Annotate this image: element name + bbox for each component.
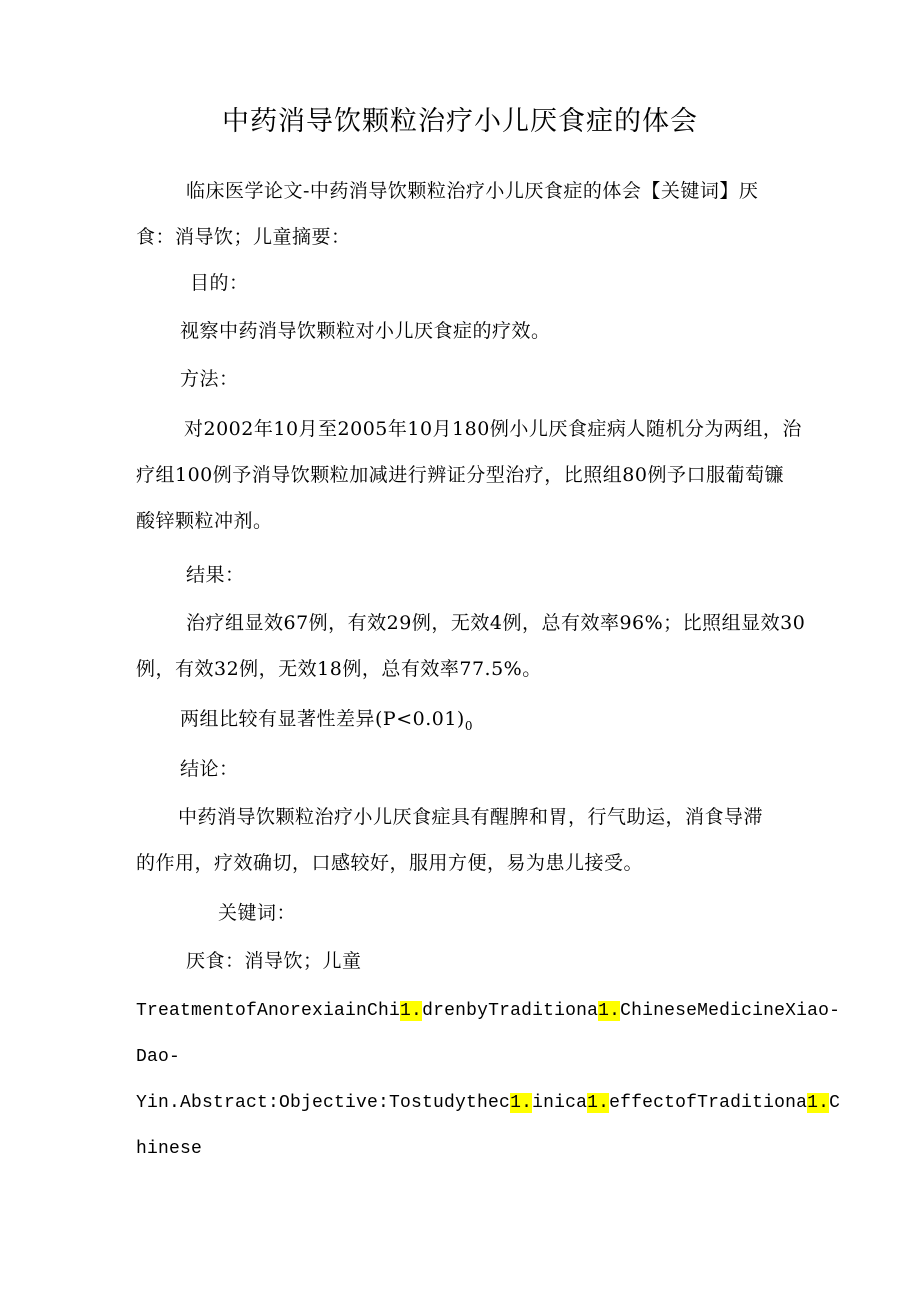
result-line: 治疗组显效67例，有效29例，无效4例，总有效率96%；比照组显效30 [186, 612, 806, 634]
intro-line: 临床医学论文-中药消导饮颗粒治疗小儿厌食症的体会【关键词】厌 [186, 180, 759, 202]
method-paragraph [136, 406, 802, 544]
highlighted-text: 1. [510, 1093, 533, 1113]
english-line [136, 988, 841, 1034]
highlighted-text: 1. [400, 1001, 423, 1021]
method-line: 酸锌颗粒冲剂。 [136, 510, 273, 532]
objective-heading [136, 260, 786, 306]
method-heading [136, 356, 786, 402]
english-text: Yin.Abstract:Objective:Tostudythec [136, 1093, 511, 1113]
conclusion-paragraph [136, 794, 786, 886]
method-line: 对2002年10月至2005年10月180例小儿厌食症病人随机分为两组，治 [184, 418, 802, 440]
keywords-label: 关键词： [218, 902, 297, 924]
intro-paragraph [136, 168, 786, 260]
keywords-text: 厌食：消导饮；儿童 [186, 950, 362, 972]
english-abstract [136, 988, 841, 1172]
comparison-text: 两组比较有显著性差异(P<0.01) [180, 708, 465, 730]
comparison-subscript: 0 [464, 718, 473, 733]
result-label: 结果： [186, 564, 245, 586]
english-text: inica [532, 1093, 588, 1113]
result-paragraph [136, 600, 806, 692]
method-label: 方法： [180, 368, 239, 390]
highlighted-text: 1. [807, 1093, 830, 1113]
keywords-paragraph [136, 938, 786, 984]
objective-paragraph [136, 308, 786, 354]
highlighted-text: 1. [598, 1001, 621, 1021]
english-line: hinese [136, 1139, 203, 1159]
comparison-line [136, 696, 786, 749]
comparison-paragraph [136, 696, 786, 749]
intro-line: 食：消导饮；儿童摘要： [136, 226, 351, 248]
conclusion-heading [136, 746, 786, 792]
keywords-heading [136, 890, 786, 936]
conclusion-label: 结论： [180, 758, 239, 780]
english-text: effectofTraditiona [609, 1093, 808, 1113]
english-text: C [829, 1093, 841, 1113]
result-line: 例，有效32例，无效18例，总有效率77.5%。 [136, 658, 542, 680]
english-line [136, 1080, 841, 1126]
english-line: Dao- [136, 1047, 181, 1067]
conclusion-line: 的作用，疗效确切，口感较好，服用方便，易为患儿接受。 [136, 852, 644, 874]
result-heading [136, 552, 786, 598]
document-title: 中药消导饮颗粒治疗小儿厌食症的体会 [222, 106, 698, 137]
objective-label: 目的： [190, 272, 249, 294]
english-text: TreatmentofAnorexiainChi [136, 1001, 401, 1021]
english-text: ChineseMedicineXiao- [620, 1001, 841, 1021]
objective-text: 视察中药消导饮颗粒对小儿厌食症的疗效。 [180, 320, 551, 342]
english-text: drenbyTraditiona [422, 1001, 599, 1021]
highlighted-text: 1. [587, 1093, 610, 1113]
method-line: 疗组100例予消导饮颗粒加减进行辨证分型治疗，比照组80例予口服葡萄镰 [136, 464, 784, 486]
conclusion-line: 中药消导饮颗粒治疗小儿厌食症具有醒脾和胃，行气助运，消食导滞 [178, 806, 764, 828]
